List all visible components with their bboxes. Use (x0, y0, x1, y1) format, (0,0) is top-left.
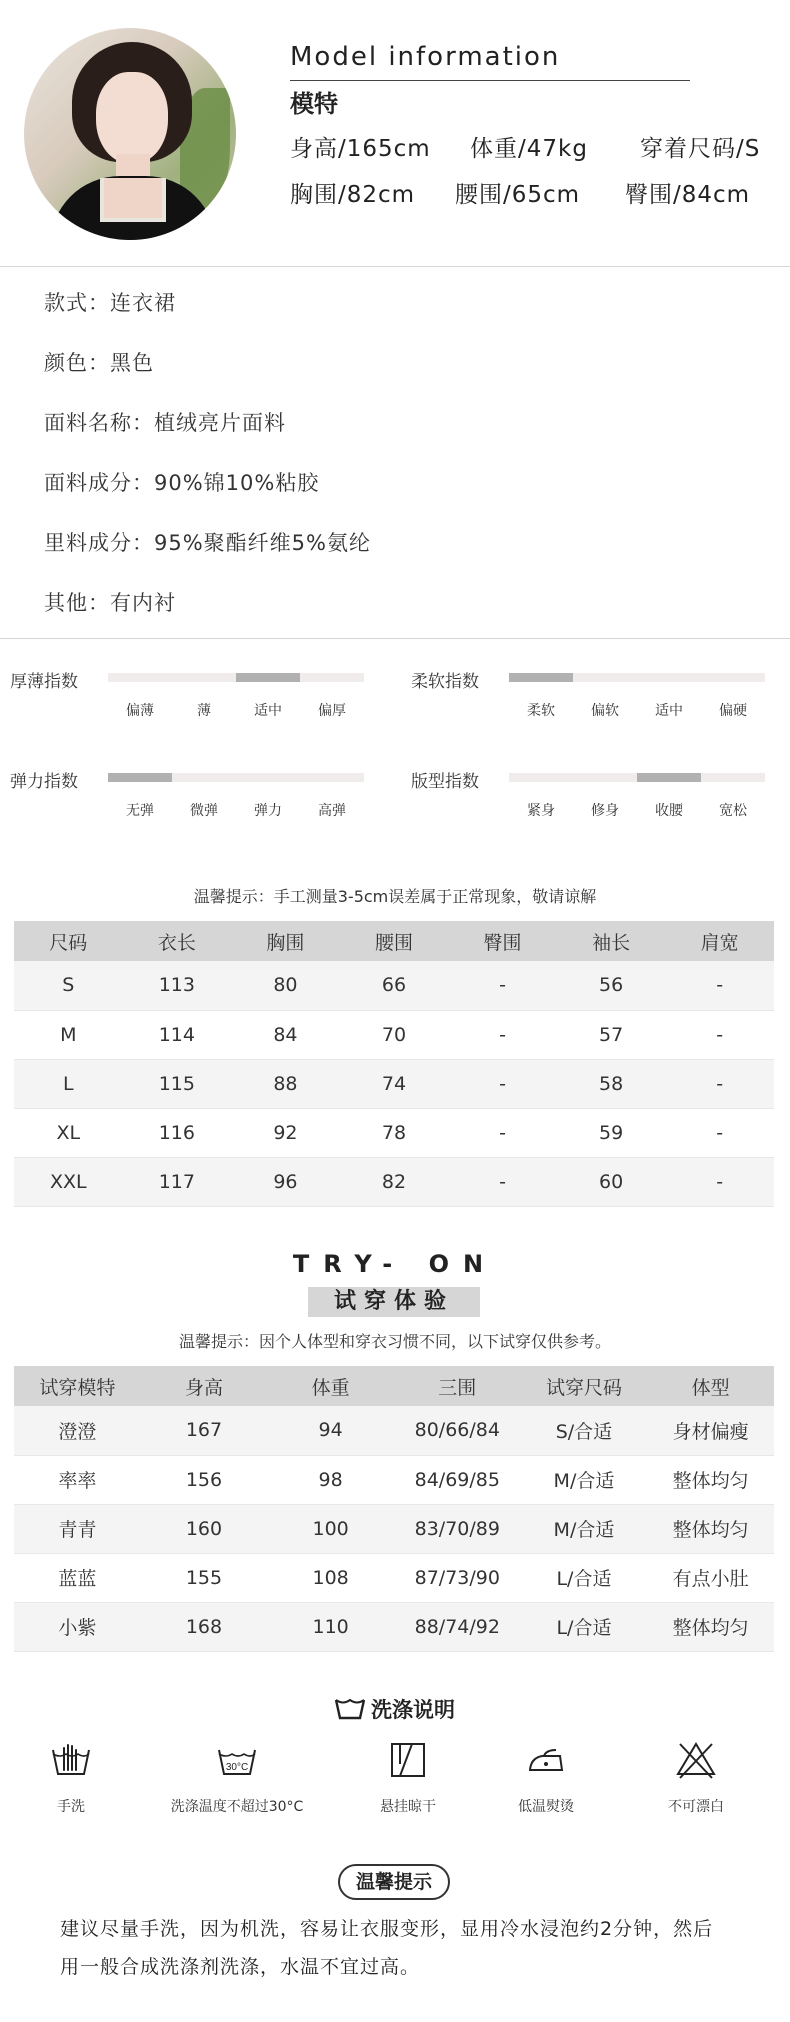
table-cell: L/合适 (521, 1553, 648, 1602)
care-label: 悬挂晾干 (380, 1799, 436, 1815)
table-cell: 160 (141, 1504, 268, 1553)
table-cell: 身材偏瘦 (647, 1406, 774, 1455)
tryon-header-cell: 三围 (394, 1366, 521, 1406)
table-cell: 80 (231, 961, 340, 1010)
table-row (14, 1406, 774, 1455)
fit-index-bar (509, 773, 765, 782)
thickness-index-label: 厚薄指数 (10, 672, 78, 692)
table-cell: 80/66/84 (394, 1406, 521, 1455)
fit-tick: 收腰 (655, 803, 683, 819)
table-cell: 青青 (14, 1504, 141, 1553)
softness-tick: 偏软 (591, 703, 619, 719)
table-cell: 167 (141, 1406, 268, 1455)
table-cell: 83/70/89 (394, 1504, 521, 1553)
table-cell: 87/73/90 (394, 1553, 521, 1602)
wash-basin-icon (335, 1698, 365, 1725)
table-cell: 84/69/85 (394, 1455, 521, 1504)
table-cell: 155 (141, 1553, 268, 1602)
table-cell: 168 (141, 1602, 268, 1651)
table-cell: S (14, 961, 123, 1010)
table-cell: 117 (123, 1157, 232, 1206)
model-waist: 腰围/65cm (455, 182, 581, 208)
wash-title-text: 洗涤说明 (371, 1698, 455, 1722)
table-cell: - (448, 961, 557, 1010)
table-cell: - (448, 1157, 557, 1206)
table-cell: 56 (557, 961, 666, 1010)
table-cell: S/合适 (521, 1406, 648, 1455)
model-title-cn: 模特 (290, 90, 338, 118)
table-cell: 有点小肚 (647, 1553, 774, 1602)
divider (0, 638, 790, 639)
softness-index-fill (509, 673, 573, 682)
model-bust: 胸围/82cm (290, 182, 416, 208)
model-hip: 臀围/84cm (625, 182, 751, 208)
table-row (14, 961, 774, 1010)
elasticity-tick: 无弹 (126, 803, 154, 819)
model-face (96, 72, 168, 164)
table-cell: - (665, 1108, 774, 1157)
size-header-cell: 袖长 (557, 921, 666, 961)
size-table (14, 921, 774, 1207)
care-label: 不可漂白 (668, 1799, 724, 1815)
table-row (14, 1010, 774, 1059)
table-cell: 94 (267, 1406, 394, 1455)
care-label: 手洗 (57, 1799, 85, 1815)
size-header-cell: 腰围 (340, 921, 449, 961)
tryon-title-cn: 试穿体验 (308, 1287, 480, 1317)
table-cell: - (448, 1108, 557, 1157)
hang-dry-icon (388, 1740, 428, 1780)
care-label: 洗涤温度不超过30°C (170, 1799, 304, 1815)
fit-tick: 紧身 (527, 803, 555, 819)
table-cell: L/合适 (521, 1602, 648, 1651)
size-header-cell: 胸围 (231, 921, 340, 961)
model-size: 穿着尺码/S (640, 136, 761, 162)
table-row (14, 1602, 774, 1651)
table-cell: XL (14, 1108, 123, 1157)
model-title-en: Model information (290, 42, 561, 72)
table-cell: - (448, 1059, 557, 1108)
care-item-no-bleach (611, 1740, 781, 1816)
elasticity-index-bar (108, 773, 364, 782)
table-cell: 156 (141, 1455, 268, 1504)
table-cell: 整体均匀 (647, 1602, 774, 1651)
table-cell: 114 (123, 1010, 232, 1059)
table-cell: - (665, 1010, 774, 1059)
thickness-index-bar (108, 673, 364, 682)
table-row (14, 1553, 774, 1602)
fit-tick: 宽松 (719, 803, 747, 819)
table-cell: 115 (123, 1059, 232, 1108)
softness-index-label: 柔软指数 (411, 672, 479, 692)
table-cell: 84 (231, 1010, 340, 1059)
model-height: 身高/165cm (290, 136, 431, 162)
table-cell: 57 (557, 1010, 666, 1059)
size-header-cell: 衣长 (123, 921, 232, 961)
table-cell: M/合适 (521, 1504, 648, 1553)
table-cell: M/合适 (521, 1455, 648, 1504)
model-info-section (0, 0, 790, 266)
tryon-header-cell: 体重 (267, 1366, 394, 1406)
elasticity-tick: 高弹 (318, 803, 346, 819)
attr-color: 颜色：黑色 (44, 351, 154, 375)
low-iron-icon (526, 1740, 566, 1780)
table-cell: 整体均匀 (647, 1455, 774, 1504)
table-row (14, 1059, 774, 1108)
attr-lining-composition: 里料成分：95%聚酯纤维5%氨纶 (44, 531, 371, 555)
table-row (14, 1157, 774, 1206)
table-cell: - (448, 1010, 557, 1059)
table-cell: 100 (267, 1504, 394, 1553)
table-cell: 蓝蓝 (14, 1553, 141, 1602)
thickness-tick: 偏薄 (126, 703, 154, 719)
table-cell: 98 (267, 1455, 394, 1504)
thickness-tick: 薄 (197, 703, 211, 719)
wash-title (0, 1694, 790, 1725)
attr-fabric-name: 面料名称：植绒亮片面料 (44, 411, 286, 435)
no-bleach-icon (676, 1740, 716, 1780)
tryon-title-en: TRY- ON (292, 1250, 498, 1278)
table-cell: 小紫 (14, 1602, 141, 1651)
table-cell: 92 (231, 1108, 340, 1157)
model-weight: 体重/47kg (470, 136, 588, 162)
table-row (14, 1455, 774, 1504)
wash-30-icon (217, 1740, 257, 1780)
elasticity-index-label: 弹力指数 (10, 772, 78, 792)
table-cell: 74 (340, 1059, 449, 1108)
table-cell: 108 (267, 1553, 394, 1602)
attr-other: 其他：有内衬 (44, 591, 176, 615)
divider (0, 266, 790, 267)
tryon-header-cell: 身高 (141, 1366, 268, 1406)
tips-line-1: 建议尽量手洗，因为机洗，容易让衣服变形，显用冷水浸泡约2分钟，然后 (60, 1918, 714, 1940)
elasticity-index-fill (108, 773, 172, 782)
softness-index-bar (509, 673, 765, 682)
tips-line-2: 用一般合成洗涤剂洗涤，水温不宜过高。 (60, 1956, 421, 1978)
table-cell: 88 (231, 1059, 340, 1108)
table-cell: 60 (557, 1157, 666, 1206)
thickness-index-fill (236, 673, 300, 682)
hand-wash-icon (51, 1740, 91, 1780)
tryon-note: 温馨提示：因个人体型和穿衣习惯不同，以下试穿仅供参考。 (178, 1332, 611, 1351)
table-cell: 88/74/92 (394, 1602, 521, 1651)
tryon-header-cell: 试穿模特 (14, 1366, 141, 1406)
table-cell: M (14, 1010, 123, 1059)
size-measure-note: 温馨提示：手工测量3-5cm误差属于正常现象，敬请谅解 (193, 887, 597, 906)
size-header-cell: 肩宽 (665, 921, 774, 961)
table-cell: 82 (340, 1157, 449, 1206)
tips-title-pill: 温馨提示 (338, 1864, 450, 1900)
table-cell: 整体均匀 (647, 1504, 774, 1553)
table-cell: 70 (340, 1010, 449, 1059)
table-cell: XXL (14, 1157, 123, 1206)
table-cell: 66 (340, 961, 449, 1010)
wash-temp-text: 30°C (225, 1762, 249, 1773)
size-header-cell: 臀围 (448, 921, 557, 961)
fit-index-fill (637, 773, 701, 782)
table-row (14, 1108, 774, 1157)
tryon-header-cell: 体型 (647, 1366, 774, 1406)
softness-tick: 偏硬 (719, 703, 747, 719)
title-underline (290, 80, 690, 81)
softness-tick: 适中 (655, 703, 683, 719)
table-row (14, 1504, 774, 1553)
tryon-table-header (14, 1366, 774, 1406)
table-cell: 116 (123, 1108, 232, 1157)
table-cell: 58 (557, 1059, 666, 1108)
fit-tick: 修身 (591, 803, 619, 819)
size-header-cell: 尺码 (14, 921, 123, 961)
tryon-header-cell: 试穿尺码 (521, 1366, 648, 1406)
table-cell: L (14, 1059, 123, 1108)
care-item-wash-30 (152, 1740, 322, 1816)
attr-style: 款式：连衣裙 (44, 291, 176, 315)
table-cell: 率率 (14, 1455, 141, 1504)
attr-fabric-composition: 面料成分：90%锦10%粘胶 (44, 471, 320, 495)
table-cell: 113 (123, 961, 232, 1010)
table-cell: 78 (340, 1108, 449, 1157)
table-cell: 59 (557, 1108, 666, 1157)
thickness-tick: 偏厚 (318, 703, 346, 719)
care-label: 低温熨烫 (518, 1799, 574, 1815)
table-cell: - (665, 961, 774, 1010)
softness-tick: 柔软 (527, 703, 555, 719)
table-cell: 110 (267, 1602, 394, 1651)
table-cell: 96 (231, 1157, 340, 1206)
model-photo (24, 28, 236, 240)
thickness-tick: 适中 (254, 703, 282, 719)
table-cell: - (665, 1157, 774, 1206)
fit-index-label: 版型指数 (411, 772, 479, 792)
elasticity-tick: 微弹 (190, 803, 218, 819)
model-collar (100, 178, 166, 222)
table-cell: - (665, 1059, 774, 1108)
tryon-table (14, 1366, 774, 1652)
care-item-low-iron (461, 1740, 631, 1816)
elasticity-tick: 弹力 (254, 803, 282, 819)
size-table-header (14, 921, 774, 961)
table-cell: 澄澄 (14, 1406, 141, 1455)
care-item-hand-wash (0, 1740, 156, 1816)
